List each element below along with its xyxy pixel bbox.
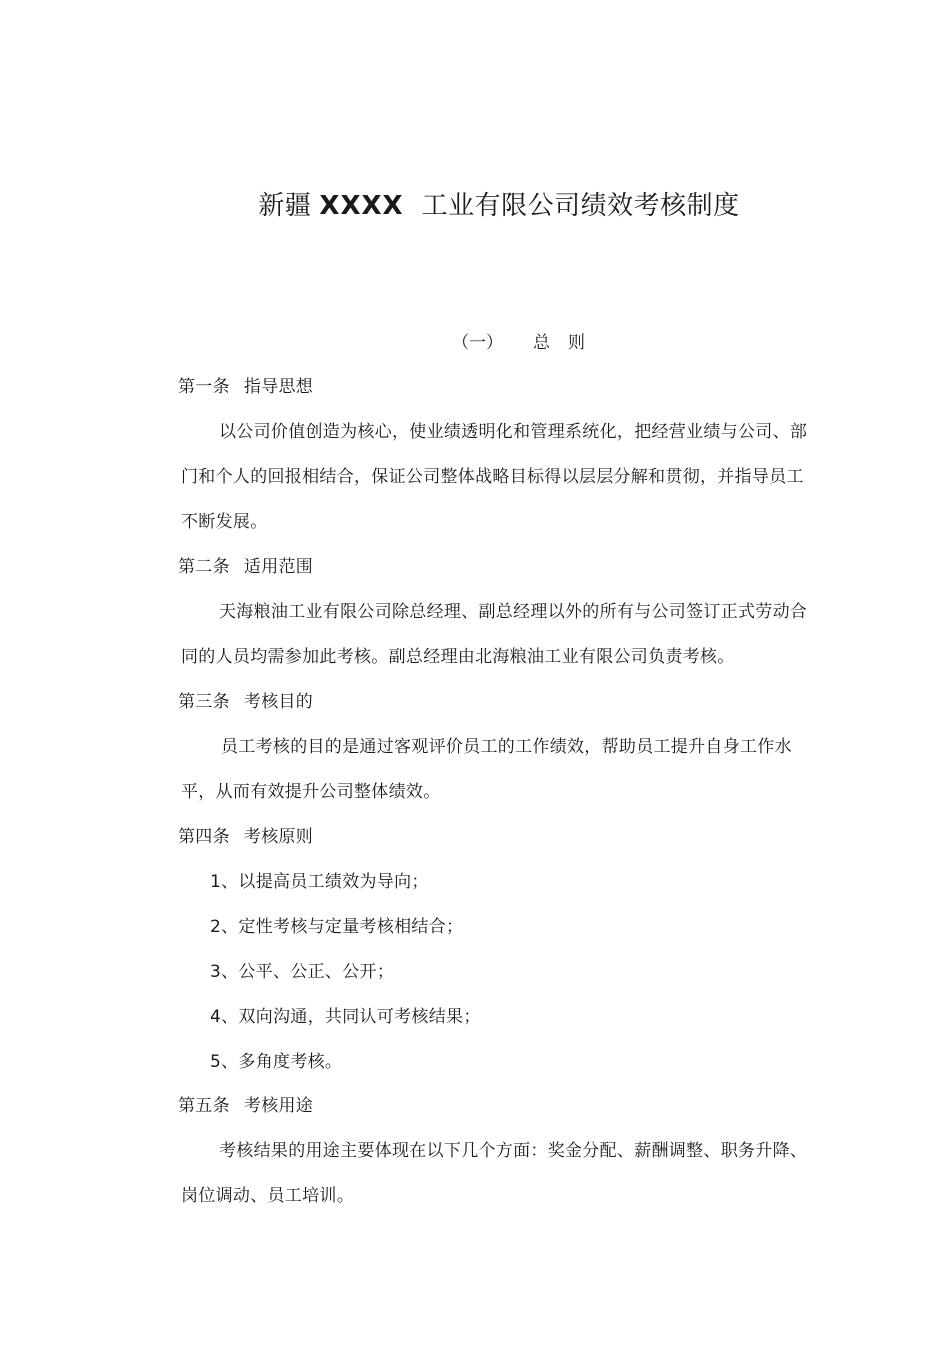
chapter-number: （一） bbox=[452, 333, 503, 353]
article-title: 考核原则 bbox=[243, 827, 314, 847]
article-label: 第一条 bbox=[178, 377, 230, 397]
article-5-line-1: 考核结果的用途主要体现在以下几个方面：奖金分配、薪酬调整、职务升降、 bbox=[219, 1141, 808, 1161]
article-title: 指导思想 bbox=[243, 377, 314, 397]
article-2-heading bbox=[178, 552, 313, 582]
article-2-line-2: 同的人员均需参加此考核。副总经理由北海粮油工业有限公司负责考核。 bbox=[181, 647, 735, 667]
article-label: 第四条 bbox=[178, 827, 230, 847]
article-label: 第五条 bbox=[178, 1096, 230, 1116]
article-1-line-2: 门和个人的回报相结合，保证公司整体战略目标得以层层分解和贯彻，并指导员工 bbox=[181, 467, 804, 487]
chapter-heading bbox=[452, 328, 603, 358]
article-2-line-1: 天海粮油工业有限公司除总经理、副总经理以外的所有与公司签订正式劳动合 bbox=[219, 602, 808, 622]
title-company-placeholder: XXXX bbox=[319, 191, 404, 221]
principle-item-4: 4、双向沟通，共同认可考核结果； bbox=[210, 1007, 481, 1027]
title-prefix: 新疆 bbox=[258, 191, 312, 221]
principle-item-5: 5、多角度考核。 bbox=[210, 1052, 343, 1072]
article-1-line-3: 不断发展。 bbox=[181, 512, 268, 532]
article-1-line-1: 以公司价值创造为核心，使业绩透明化和管理系统化，把经营业绩与公司、部 bbox=[219, 422, 808, 442]
title-suffix: 工业有限公司绩效考核制度 bbox=[421, 191, 740, 221]
principle-item-3: 3、公平、公正、公开； bbox=[210, 962, 395, 982]
article-4-heading bbox=[178, 822, 313, 852]
article-5-heading bbox=[178, 1091, 313, 1121]
article-label: 第三条 bbox=[178, 692, 230, 712]
article-title: 考核目的 bbox=[243, 692, 314, 712]
principle-item-1: 1、以提高员工绩效为导向； bbox=[210, 872, 429, 892]
article-title: 考核用途 bbox=[243, 1096, 314, 1116]
article-3-line-2: 平，从而有效提升公司整体绩效。 bbox=[181, 782, 441, 802]
article-3-heading bbox=[178, 687, 313, 717]
chapter-name: 总则 bbox=[533, 333, 603, 353]
article-label: 第二条 bbox=[178, 557, 230, 577]
document-title bbox=[0, 186, 950, 226]
principle-item-2: 2、定性考核与定量考核相结合； bbox=[210, 917, 464, 937]
article-1-heading bbox=[178, 372, 313, 402]
article-title: 适用范围 bbox=[243, 557, 314, 577]
article-3-line-1: 员工考核的目的是通过客观评价员工的工作绩效，帮助员工提升自身工作水 bbox=[221, 737, 792, 757]
article-5-line-2: 岗位调动、员工培训。 bbox=[181, 1186, 354, 1206]
